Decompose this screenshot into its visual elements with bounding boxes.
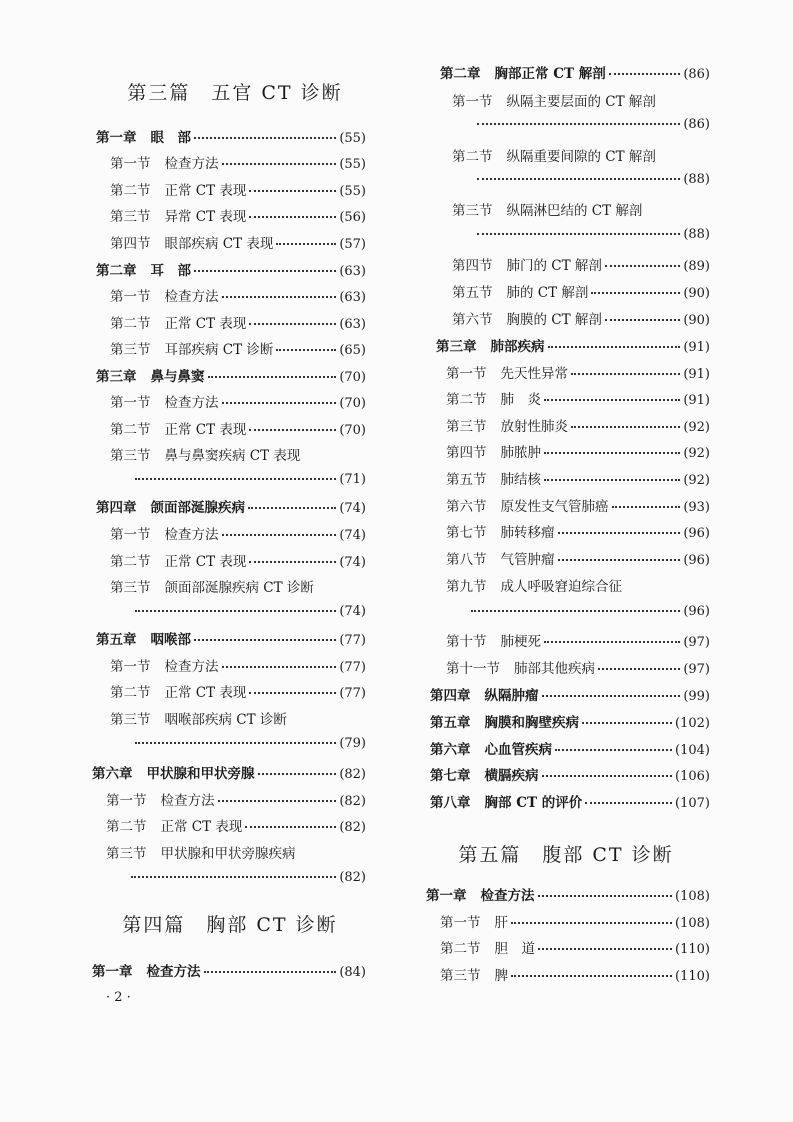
entry-label: 第五章 (96, 632, 137, 648)
entry-label: 第二节 (440, 941, 481, 957)
entry-page: (82) (339, 767, 366, 782)
leader-dots (538, 947, 672, 950)
entry-page: (110) (675, 969, 710, 984)
entry-page: (70) (339, 370, 366, 385)
toc-entry (106, 842, 296, 864)
entry-page: (97) (683, 662, 710, 677)
entry-label: 第二节 (110, 685, 151, 701)
leader-dots (135, 741, 336, 744)
entry-page: (90) (683, 286, 710, 301)
leader-dots (208, 375, 337, 378)
entry-title: 鼻与鼻窦 (150, 369, 205, 385)
toc-section (110, 655, 366, 677)
entry-page: (71) (339, 472, 366, 487)
entry-label: 第六章 (430, 742, 471, 758)
entry-title: 纵隔重要间隙的 CT 解剖 (506, 149, 656, 165)
entry-label: 第五节 (452, 285, 493, 301)
entry-page: (92) (683, 420, 710, 435)
entry-page: (82) (339, 820, 366, 835)
entry-label: 第七章 (430, 768, 471, 784)
entry-title: 正常 CT 表现 (164, 183, 247, 199)
toc-chapter (430, 764, 710, 786)
entry-label: 第八节 (446, 552, 487, 568)
leader-dots (249, 691, 336, 694)
leader-dots (218, 799, 337, 802)
entry-label: 第八章 (430, 795, 471, 811)
entry-page: (86) (683, 117, 710, 132)
entry-page: (74) (339, 528, 366, 543)
entry-page: (104) (675, 743, 710, 758)
entry-label: 第六节 (452, 312, 493, 328)
leader-dots (194, 269, 336, 272)
entry-page: (93) (683, 500, 710, 515)
leader-dots (544, 478, 680, 481)
leader-dots (558, 558, 681, 561)
entry-label: 第一章 (426, 888, 467, 904)
entry-page: (96) (683, 526, 710, 541)
entry-title: 检查方法 (164, 527, 219, 543)
entry-title: 放射性肺炎 (500, 419, 568, 435)
entry-title: 检查方法 (146, 964, 201, 980)
entry-title: 肺的 CT 解剖 (506, 285, 589, 301)
toc-section (446, 441, 710, 463)
toc-chapter (96, 365, 366, 387)
toc-entry-continuation (468, 604, 710, 626)
entry-page: (107) (675, 796, 710, 811)
toc-section (110, 232, 366, 254)
leader-dots (258, 772, 337, 775)
entry-page: (57) (339, 237, 366, 252)
entry-title: 横膈疾病 (484, 768, 539, 784)
leader-dots (249, 322, 336, 325)
entry-title: 脾 (494, 968, 508, 984)
entry-label: 第三节 (446, 419, 487, 435)
entry-title: 心血管疾病 (484, 742, 552, 758)
entry-page: (88) (683, 227, 710, 242)
leader-dots (585, 801, 672, 804)
entry-title: 甲状腺和甲状旁腺 (146, 766, 255, 782)
entry-label: 第三节 (110, 712, 151, 728)
toc-chapter (440, 62, 710, 84)
entry-label: 第一章 (96, 130, 137, 146)
entry-label: 第二节 (106, 819, 147, 835)
toc-section (452, 308, 710, 330)
entry-label: 第七节 (446, 525, 487, 541)
toc-entry (110, 444, 300, 466)
part-title: 第三篇 五官 CT 诊断 (127, 82, 343, 104)
entry-page: (91) (683, 367, 710, 382)
entry-label: 第三章 (96, 369, 137, 385)
entry-label: 第十一节 (446, 661, 500, 677)
entry-page: (74) (339, 604, 366, 619)
entry-title: 检查方法 (164, 289, 219, 305)
entry-page: (91) (683, 393, 710, 408)
leader-dots (542, 694, 681, 697)
entry-label: 第一节 (110, 395, 151, 411)
entry-title: 纵隔肿瘤 (484, 688, 539, 704)
toc-section (110, 418, 366, 440)
toc-entry-continuation (132, 472, 366, 494)
toc-entry (446, 575, 622, 597)
toc-section (446, 657, 710, 679)
leader-dots (542, 774, 673, 777)
toc-chapter (92, 762, 366, 784)
leader-dots (477, 177, 680, 180)
toc-section (110, 179, 366, 201)
entry-title: 肺 炎 (500, 392, 541, 408)
toc-section (446, 415, 710, 437)
toc-section (110, 681, 366, 703)
toc-section (446, 468, 710, 490)
entry-page: (97) (683, 635, 710, 650)
leader-dots (544, 398, 680, 401)
entry-title: 咽喉部 (150, 632, 191, 648)
toc-section (440, 964, 710, 986)
leader-dots (276, 348, 336, 351)
entry-page: (108) (675, 889, 710, 904)
leader-dots (477, 122, 680, 125)
toc-section (110, 523, 366, 545)
entry-label: 第一节 (452, 94, 493, 110)
leader-dots (582, 721, 672, 724)
leader-dots (249, 428, 336, 431)
leader-dots (558, 531, 681, 534)
entry-title: 纵隔主要层面的 CT 解剖 (506, 94, 656, 110)
entry-label: 第九节 (446, 579, 487, 595)
toc-entry-continuation (474, 172, 710, 194)
entry-page: (102) (675, 716, 710, 731)
entry-page: (77) (339, 686, 366, 701)
toc-section (106, 815, 366, 837)
entry-title: 颌面部涎腺疾病 CT 诊断 (164, 580, 314, 596)
entry-title: 眼 部 (150, 130, 191, 146)
entry-page: (63) (339, 264, 366, 279)
entry-label: 第一节 (440, 915, 481, 931)
toc-chapter (430, 711, 710, 733)
toc-chapter (96, 259, 366, 281)
leader-dots (222, 533, 337, 536)
entry-page: (77) (339, 633, 366, 648)
entry-title: 正常 CT 表现 (164, 685, 247, 701)
entry-label: 第二节 (110, 316, 151, 332)
entry-label: 第三章 (436, 339, 477, 355)
entry-title: 耳部疾病 CT 诊断 (164, 342, 274, 358)
entry-label: 第三节 (452, 203, 493, 219)
entry-label: 第一节 (106, 793, 147, 809)
leader-dots (605, 264, 680, 267)
entry-label: 第二节 (446, 392, 487, 408)
entry-label: 第四节 (110, 236, 151, 252)
entry-label: 第五节 (446, 472, 487, 488)
leader-dots (276, 242, 336, 245)
toc-section (110, 338, 366, 360)
entry-label: 第六节 (446, 499, 487, 515)
toc-chapter (96, 496, 366, 518)
entry-title: 咽喉部疾病 CT 诊断 (164, 712, 287, 728)
entry-title: 正常 CT 表现 (164, 422, 247, 438)
entry-label: 第二章 (96, 263, 137, 279)
entry-label: 第三节 (110, 342, 151, 358)
entry-page: (84) (339, 965, 366, 980)
toc-section (446, 630, 710, 652)
entry-title: 检查方法 (164, 395, 219, 411)
part-title: 第五篇 腹部 CT 诊断 (458, 844, 674, 866)
leader-dots (471, 609, 680, 612)
entry-page: (96) (683, 553, 710, 568)
entry-page: (82) (339, 794, 366, 809)
entry-page: (91) (683, 340, 710, 355)
entry-title: 胸部正常 CT 解剖 (494, 66, 606, 82)
entry-page: (110) (675, 942, 710, 957)
entry-label: 第三节 (110, 448, 151, 464)
entry-label: 第三节 (110, 580, 151, 596)
entry-title: 胸膜的 CT 解剖 (506, 312, 602, 328)
toc-section (452, 281, 710, 303)
entry-page: (106) (675, 769, 710, 784)
toc-section (446, 388, 710, 410)
toc-section (110, 205, 366, 227)
entry-title: 耳 部 (150, 263, 191, 279)
toc-entry-continuation (128, 870, 366, 892)
entry-page: (88) (683, 172, 710, 187)
leader-dots (222, 162, 337, 165)
entry-label: 第一节 (110, 156, 151, 172)
toc-section (110, 312, 366, 334)
leader-dots (511, 921, 672, 924)
entry-page: (92) (683, 473, 710, 488)
toc-section (440, 937, 710, 959)
leader-dots (245, 825, 336, 828)
entry-title: 原发性支气管肺癌 (500, 499, 609, 515)
entry-page: (108) (675, 916, 710, 931)
leader-dots (131, 875, 336, 878)
leader-dots (248, 506, 336, 509)
toc-chapter (96, 628, 366, 650)
entry-title: 肝 (494, 915, 508, 931)
leader-dots (548, 345, 681, 348)
entry-title: 肺结核 (500, 472, 541, 488)
entry-page: (90) (683, 313, 710, 328)
entry-page: (70) (339, 423, 366, 438)
leader-dots (135, 477, 336, 480)
entry-page: (74) (339, 501, 366, 516)
entry-title: 正常 CT 表现 (164, 554, 247, 570)
entry-title: 肺门的 CT 解剖 (506, 258, 602, 274)
leader-dots (222, 295, 337, 298)
entry-label: 第三节 (106, 846, 147, 862)
entry-page: (74) (339, 555, 366, 570)
leader-dots (194, 136, 336, 139)
leader-dots (222, 665, 337, 668)
entry-title: 肺转移瘤 (500, 525, 555, 541)
leader-dots (571, 425, 680, 428)
entry-title: 检查方法 (164, 659, 219, 675)
toc-entry-continuation (132, 736, 366, 758)
leader-dots (249, 215, 336, 218)
leader-dots (249, 560, 336, 563)
entry-page: (82) (339, 870, 366, 885)
entry-title: 成人呼吸窘迫综合征 (500, 579, 622, 595)
toc-section (106, 789, 366, 811)
toc-entry (452, 90, 656, 112)
toc-entry (110, 708, 287, 730)
entry-label: 第二节 (110, 554, 151, 570)
leader-dots (544, 451, 680, 454)
entry-page: (79) (339, 736, 366, 751)
leader-dots (222, 401, 337, 404)
entry-title: 异常 CT 表现 (164, 209, 247, 225)
entry-title: 鼻与鼻窦疾病 CT 表现 (164, 448, 301, 464)
entry-title: 肺梗死 (500, 634, 541, 650)
entry-title: 肺部疾病 (490, 339, 545, 355)
leader-dots (538, 894, 673, 897)
entry-page: (86) (683, 67, 710, 82)
toc-section (440, 911, 710, 933)
toc-section (110, 152, 366, 174)
entry-label: 第三节 (440, 968, 481, 984)
toc-chapter (430, 791, 710, 813)
page-number: · 2 · (106, 990, 131, 1005)
leader-dots (249, 189, 336, 192)
leader-dots (204, 970, 337, 973)
toc-section (446, 362, 710, 384)
entry-title: 颌面部涎腺疾病 (150, 500, 245, 516)
entry-label: 第六章 (92, 766, 133, 782)
leader-dots (135, 609, 336, 612)
toc-entry-continuation (474, 227, 710, 249)
entry-title: 检查方法 (160, 793, 215, 809)
leader-dots (194, 638, 336, 641)
leader-dots (609, 72, 681, 75)
toc-entry-continuation (132, 604, 366, 626)
toc-entry-continuation (474, 117, 710, 139)
entry-page: (55) (339, 184, 366, 199)
entry-label: 第一节 (110, 289, 151, 305)
entry-title: 先天性异常 (500, 366, 568, 382)
entry-label: 第二节 (110, 183, 151, 199)
leader-dots (605, 318, 680, 321)
entry-label: 第一节 (446, 366, 487, 382)
leader-dots (591, 291, 680, 294)
entry-label: 第二节 (110, 422, 151, 438)
entry-page: (96) (683, 604, 710, 619)
toc-chapter (92, 960, 366, 982)
entry-page: (99) (683, 689, 710, 704)
entry-label: 第一节 (110, 527, 151, 543)
toc-section (110, 391, 366, 413)
entry-page: (70) (339, 396, 366, 411)
toc-section (446, 548, 710, 570)
toc-section (446, 495, 710, 517)
entry-label: 第四章 (430, 688, 471, 704)
toc-entry (452, 145, 656, 167)
entry-label: 第四章 (96, 500, 137, 516)
toc-chapter (426, 884, 710, 906)
entry-page: (63) (339, 317, 366, 332)
toc-section (446, 521, 710, 543)
leader-dots (612, 505, 681, 508)
toc-section (110, 550, 366, 572)
toc-section (110, 285, 366, 307)
toc-entry (110, 576, 314, 598)
entry-label: 第五章 (430, 715, 471, 731)
entry-title: 肺部其他疾病 (514, 661, 595, 677)
leader-dots (511, 974, 672, 977)
toc-chapter (430, 738, 710, 760)
toc-chapter (430, 684, 710, 706)
entry-title: 胸部 CT 的评价 (484, 795, 583, 811)
entry-title: 检查方法 (164, 156, 219, 172)
entry-title: 气管肿瘤 (500, 552, 555, 568)
entry-label: 第十节 (446, 634, 487, 650)
entry-title: 胆 道 (494, 941, 535, 957)
entry-page: (65) (339, 343, 366, 358)
toc-entry (452, 199, 642, 221)
entry-label: 第一节 (110, 659, 151, 675)
entry-title: 正常 CT 表现 (164, 316, 247, 332)
entry-title: 检查方法 (480, 888, 535, 904)
entry-title: 胸膜和胸壁疾病 (484, 715, 579, 731)
entry-label: 第二章 (440, 66, 481, 82)
leader-dots (544, 640, 680, 643)
entry-label: 第一章 (92, 964, 133, 980)
part-title: 第四篇 胸部 CT 诊断 (122, 914, 338, 936)
entry-page: (63) (339, 290, 366, 305)
entry-page: (56) (339, 210, 366, 225)
entry-label: 第三节 (110, 209, 151, 225)
entry-label: 第四节 (452, 258, 493, 274)
leader-dots (477, 232, 680, 235)
toc-chapter (96, 126, 366, 148)
leader-dots (555, 748, 672, 751)
entry-page: (55) (339, 157, 366, 172)
toc-chapter (436, 335, 710, 357)
entry-page: (77) (339, 660, 366, 675)
entry-label: 第四节 (446, 445, 487, 461)
entry-title: 正常 CT 表现 (160, 819, 243, 835)
toc-section (452, 254, 710, 276)
leader-dots (598, 667, 680, 670)
entry-label: 第二节 (452, 149, 493, 165)
leader-dots (571, 372, 680, 375)
entry-title: 肺脓肿 (500, 445, 541, 461)
entry-title: 眼部疾病 CT 表现 (164, 236, 274, 252)
entry-page: (55) (339, 131, 366, 146)
entry-title: 纵隔淋巴结的 CT 解剖 (506, 203, 643, 219)
entry-title: 甲状腺和甲状旁腺疾病 (160, 846, 296, 862)
entry-page: (92) (683, 446, 710, 461)
entry-page: (89) (683, 259, 710, 274)
